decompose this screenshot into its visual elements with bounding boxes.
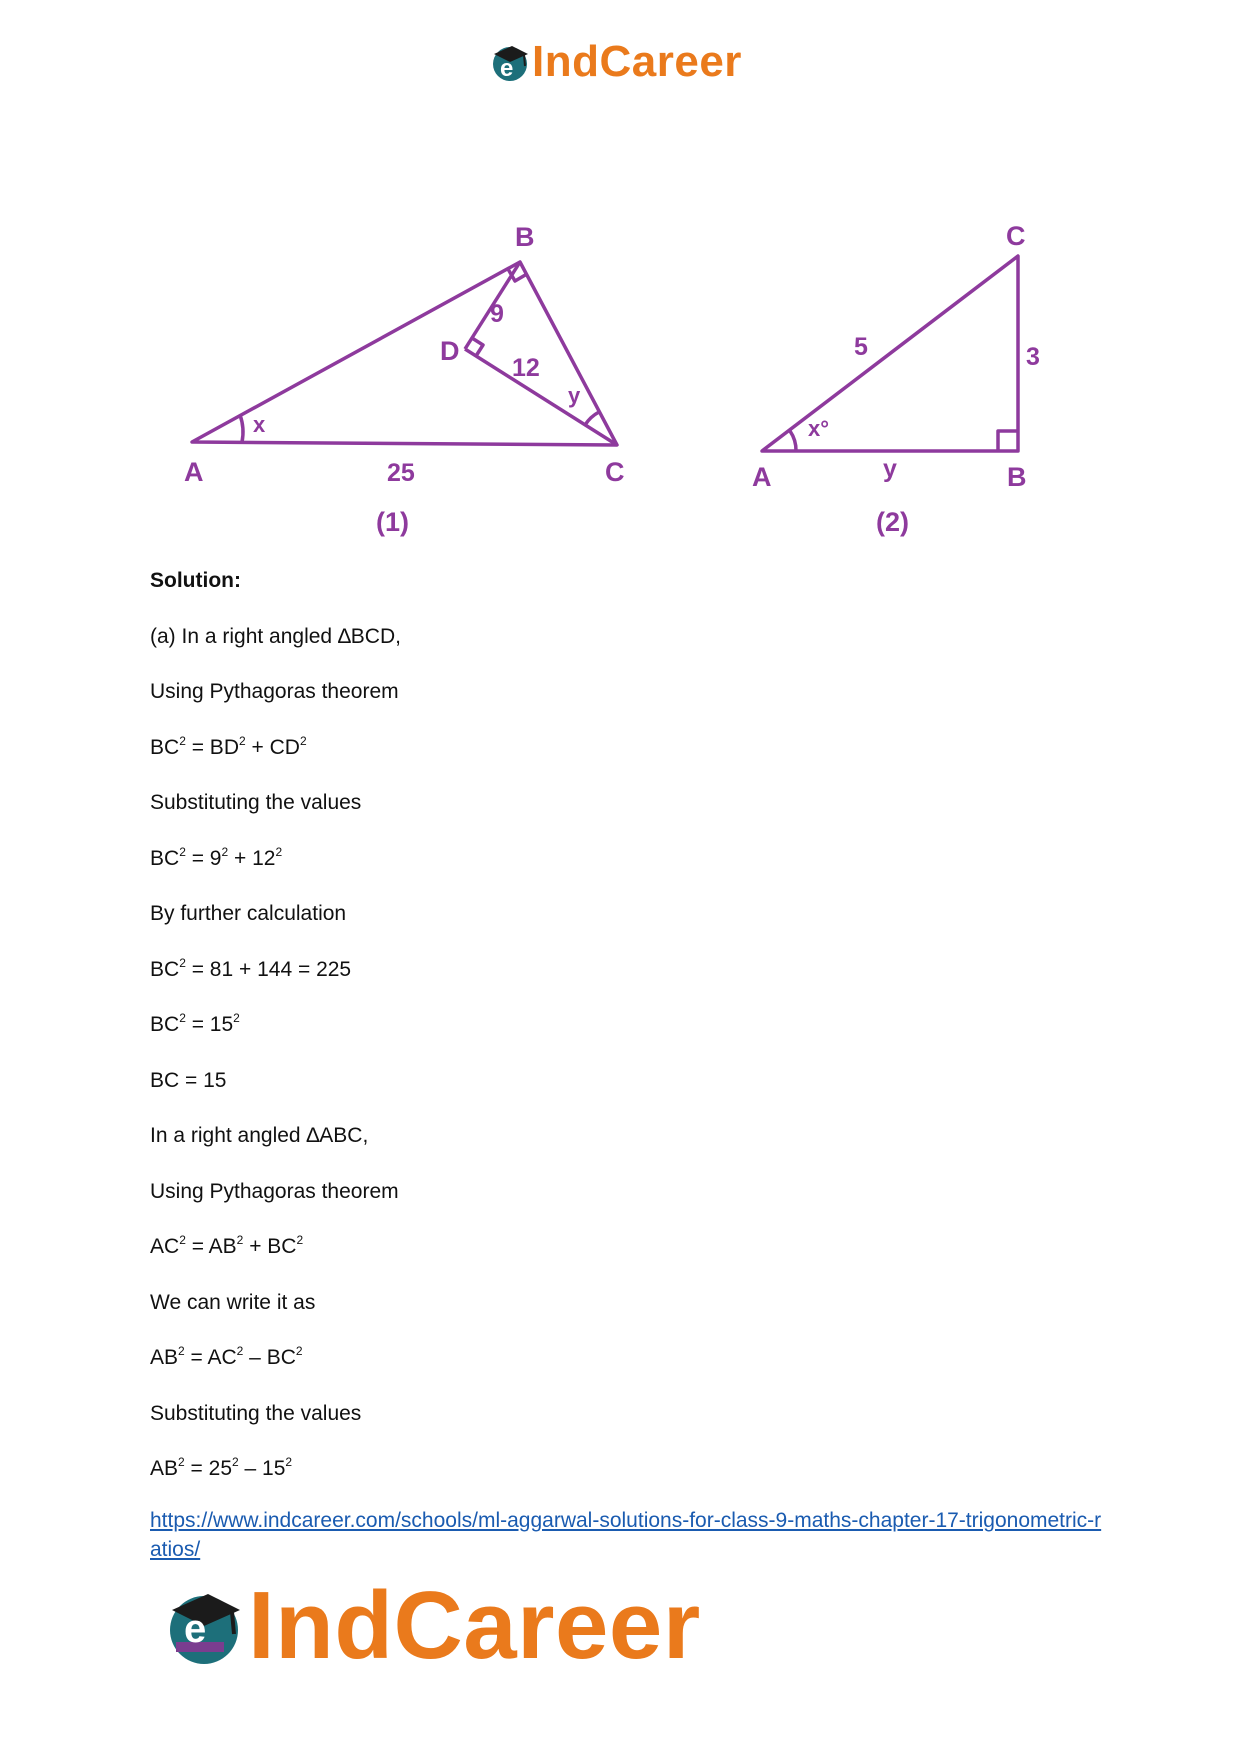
exponent: 2	[285, 1455, 293, 1469]
caption-2: (2)	[876, 507, 909, 537]
solution-line	[150, 735, 1110, 791]
equation-term: = 25	[184, 1457, 232, 1480]
solution-line: Using Pythagoras theorem	[150, 680, 399, 703]
side-label-5: 5	[854, 333, 868, 361]
solution-line	[150, 1345, 1110, 1401]
angle-arc-y	[585, 412, 599, 425]
vertex-c-2: C	[1006, 221, 1026, 251]
angle-label-y-1: y	[568, 383, 581, 408]
equation-term: AC	[150, 1235, 180, 1258]
segment-dc	[465, 349, 617, 445]
solution-line: Substituting the values	[150, 791, 362, 814]
equation-term: BC	[150, 1013, 180, 1036]
exponent: 2	[179, 733, 186, 748]
solution-line: BC = 15	[150, 1068, 227, 1092]
exponent: 2	[179, 1233, 186, 1247]
angle-arc-x	[240, 415, 243, 442]
right-angle-b-2	[998, 431, 1018, 451]
equation-term: = AB	[185, 1235, 237, 1258]
solution-line: By further calculation	[150, 902, 347, 925]
figure-2	[762, 256, 1018, 451]
exponent: 2	[295, 1344, 303, 1358]
solution-heading: Solution:	[150, 569, 241, 592]
angle-arc-x-2	[790, 431, 796, 451]
equation-term: BC	[150, 735, 180, 759]
exponent: 2	[238, 733, 246, 748]
triangle-abc-2	[762, 256, 1018, 451]
exponent: 2	[179, 955, 186, 970]
logo-text: IndCareer	[248, 1572, 701, 1679]
equation-term: BC	[150, 957, 180, 981]
vertex-c-1: C	[605, 457, 625, 487]
logo-letter: e	[184, 1607, 207, 1651]
solution-line: (a) In a right angled ∆BCD,	[150, 624, 401, 648]
solution-line	[150, 846, 1110, 902]
side-label-9: 9	[490, 300, 504, 328]
caption-1: (1)	[376, 507, 409, 537]
equation-term: = AC	[184, 1346, 237, 1369]
source-link[interactable]: https://www.indcareer.com/schools/ml-aggarwal-solutions-for-class-9-maths-chapter-17-trigonometric-ratios/	[150, 1509, 1102, 1561]
angle-label-x-2: x°	[808, 416, 830, 441]
equation-term: BC	[150, 846, 180, 870]
exponent: 2	[299, 733, 307, 748]
exponent: 2	[236, 1344, 244, 1358]
solution-line: In a right angled ∆ABC,	[150, 1124, 369, 1147]
vertex-b-1: B	[515, 222, 535, 252]
graduation-book-icon	[160, 1582, 248, 1670]
equation-term: = 9	[185, 846, 222, 870]
angle-label-x-1: x	[253, 412, 266, 437]
equation-term: + CD	[245, 735, 300, 759]
vertex-d-1: D	[440, 336, 460, 366]
solution-line	[150, 1234, 1110, 1290]
solution-content	[150, 568, 1110, 1512]
solution-line: We can write it as	[150, 1290, 316, 1314]
equation-term: + 12	[228, 846, 276, 870]
exponent: 2	[232, 1455, 239, 1469]
exponent: 2	[296, 1233, 304, 1247]
equation-term: – BC	[243, 1346, 296, 1369]
equation-term: = 15	[185, 1013, 234, 1036]
solution-line: Substituting the values	[150, 1401, 362, 1425]
solution-line	[150, 1012, 1110, 1068]
side-label-25: 25	[387, 459, 415, 487]
equation-term: = 81 + 144 = 225	[185, 957, 352, 981]
exponent: 2	[221, 844, 229, 859]
vertex-a-2: A	[752, 462, 772, 492]
footer-logo	[160, 1572, 701, 1679]
exponent: 2	[178, 1455, 185, 1469]
triangle-figures	[150, 205, 1100, 545]
logo-text: IndCareer	[532, 37, 742, 86]
exponent: 2	[179, 844, 186, 859]
equation-term: AB	[150, 1457, 179, 1480]
exponent: 2	[275, 844, 283, 859]
exponent: 2	[233, 1011, 240, 1025]
equation-term: AB	[150, 1346, 179, 1369]
solution-line: Using Pythagoras theorem	[150, 1179, 399, 1203]
solution-line	[150, 1456, 1110, 1512]
solution-lines	[150, 624, 1110, 1512]
side-label-3: 3	[1026, 343, 1040, 371]
equation-term: – 15	[238, 1457, 286, 1480]
side-label-y: y	[883, 455, 897, 483]
vertex-b-2: B	[1007, 462, 1027, 492]
header-logo	[488, 37, 742, 86]
vertex-a-1: A	[184, 457, 204, 487]
exponent: 2	[178, 1344, 185, 1358]
equation-term: + BC	[243, 1235, 297, 1258]
side-label-12: 12	[512, 354, 540, 382]
logo-letter: e	[500, 55, 514, 82]
solution-line	[150, 957, 1110, 1013]
exponent: 2	[236, 1233, 244, 1247]
exponent: 2	[179, 1011, 186, 1025]
graduation-book-icon	[488, 40, 532, 84]
equation-term: = BD	[185, 735, 239, 759]
